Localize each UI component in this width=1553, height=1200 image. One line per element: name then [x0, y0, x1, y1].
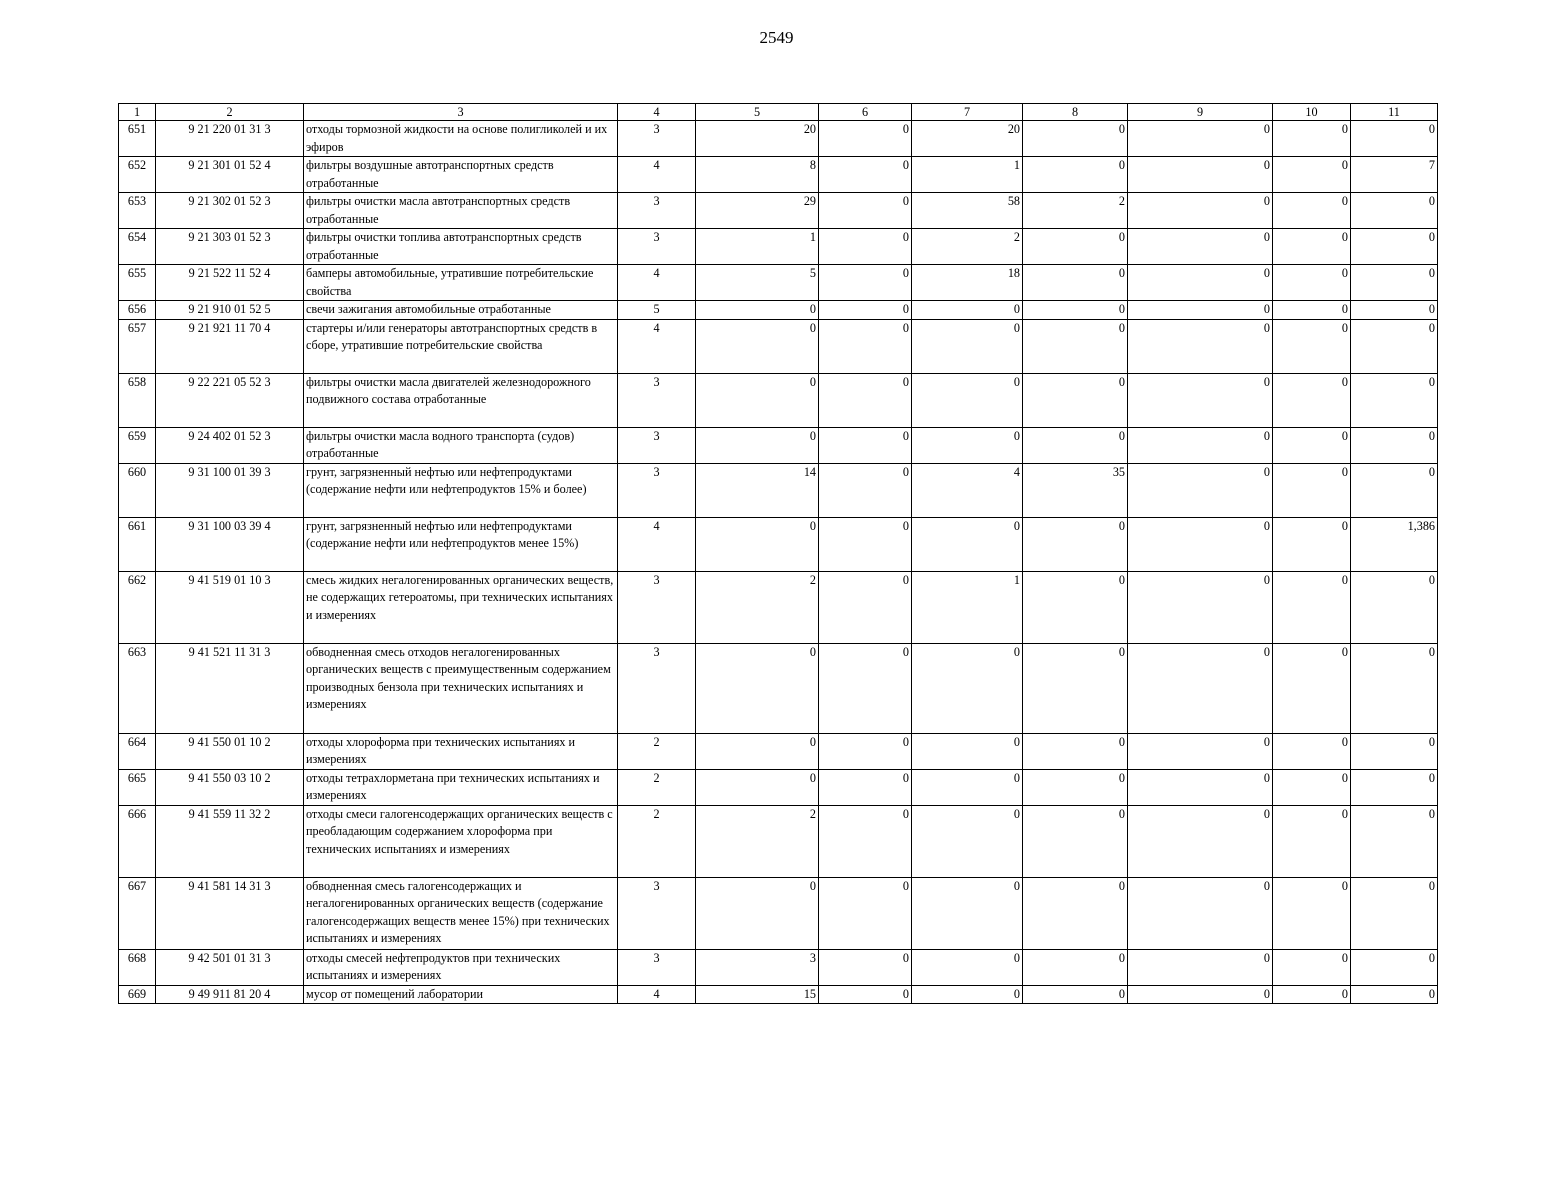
waste-name: фильтры очистки масла автотранспортных средств отработанные	[304, 193, 618, 229]
value-col-9: 0	[1128, 805, 1273, 877]
value-col-9: 0	[1128, 949, 1273, 985]
value-col-5: 2	[696, 571, 819, 643]
waste-code: 9 24 402 01 52 3	[156, 427, 304, 463]
value-col-5: 0	[696, 733, 819, 769]
table-row	[119, 427, 1438, 463]
column-header: 11	[1351, 104, 1438, 121]
value-col-11: 1,386	[1351, 517, 1438, 571]
waste-name: фильтры очистки масла двигателей железнодорожного подвижного состава отработанные	[304, 373, 618, 427]
table-row	[119, 517, 1438, 571]
table-row	[119, 877, 1438, 949]
value-col-9: 0	[1128, 463, 1273, 517]
table-row	[119, 805, 1438, 877]
value-col-8: 0	[1023, 265, 1128, 301]
row-number: 652	[119, 157, 156, 193]
value-col-8: 0	[1023, 805, 1128, 877]
value-col-6: 0	[819, 643, 912, 733]
value-col-8: 0	[1023, 157, 1128, 193]
row-number: 657	[119, 319, 156, 373]
value-col-8: 0	[1023, 877, 1128, 949]
value-col-9: 0	[1128, 229, 1273, 265]
value-col-8: 0	[1023, 517, 1128, 571]
table-row	[119, 571, 1438, 643]
value-col-10: 0	[1273, 373, 1351, 427]
waste-name: отходы хлороформа при технических испытаниях и измерениях	[304, 733, 618, 769]
value-col-10: 0	[1273, 121, 1351, 157]
value-col-11: 0	[1351, 265, 1438, 301]
value-col-5: 0	[696, 373, 819, 427]
value-col-7: 20	[912, 121, 1023, 157]
hazard-class: 2	[618, 769, 696, 805]
waste-code: 9 49 911 81 20 4	[156, 985, 304, 1004]
table-body	[119, 121, 1438, 1004]
value-col-6: 0	[819, 157, 912, 193]
value-col-10: 0	[1273, 157, 1351, 193]
hazard-class: 4	[618, 517, 696, 571]
value-col-9: 0	[1128, 301, 1273, 320]
table-row	[119, 121, 1438, 157]
value-col-6: 0	[819, 985, 912, 1004]
column-header: 4	[618, 104, 696, 121]
value-col-5: 15	[696, 985, 819, 1004]
waste-code: 9 41 550 03 10 2	[156, 769, 304, 805]
table-row	[119, 157, 1438, 193]
value-col-10: 0	[1273, 571, 1351, 643]
value-col-8: 0	[1023, 373, 1128, 427]
value-col-10: 0	[1273, 985, 1351, 1004]
table-row	[119, 319, 1438, 373]
hazard-class: 3	[618, 949, 696, 985]
hazard-class: 3	[618, 193, 696, 229]
table-row	[119, 265, 1438, 301]
hazard-class: 3	[618, 427, 696, 463]
waste-code: 9 42 501 01 31 3	[156, 949, 304, 985]
value-col-10: 0	[1273, 301, 1351, 320]
row-number: 658	[119, 373, 156, 427]
value-col-5: 0	[696, 769, 819, 805]
value-col-7: 1	[912, 157, 1023, 193]
hazard-class: 5	[618, 301, 696, 320]
waste-name: фильтры очистки топлива автотранспортных средств отработанные	[304, 229, 618, 265]
hazard-class: 3	[618, 643, 696, 733]
row-number: 660	[119, 463, 156, 517]
value-col-8: 0	[1023, 301, 1128, 320]
value-col-10: 0	[1273, 265, 1351, 301]
row-number: 666	[119, 805, 156, 877]
value-col-9: 0	[1128, 427, 1273, 463]
page-number: 2549	[759, 28, 794, 47]
waste-code: 9 41 581 14 31 3	[156, 877, 304, 949]
waste-name: грунт, загрязненный нефтью или нефтепродуктами (содержание нефти или нефтепродуктов 15% и более)	[304, 463, 618, 517]
waste-name: мусор от помещений лаборатории	[304, 985, 618, 1004]
column-header: 3	[304, 104, 618, 121]
value-col-6: 0	[819, 517, 912, 571]
value-col-8: 35	[1023, 463, 1128, 517]
column-header: 5	[696, 104, 819, 121]
value-col-8: 0	[1023, 769, 1128, 805]
column-header: 6	[819, 104, 912, 121]
value-col-6: 0	[819, 121, 912, 157]
value-col-7: 0	[912, 373, 1023, 427]
hazard-class: 3	[618, 877, 696, 949]
table-row	[119, 769, 1438, 805]
waste-code: 9 21 522 11 52 4	[156, 265, 304, 301]
value-col-9: 0	[1128, 121, 1273, 157]
value-col-5: 0	[696, 643, 819, 733]
value-col-5: 3	[696, 949, 819, 985]
value-col-8: 0	[1023, 949, 1128, 985]
column-header: 10	[1273, 104, 1351, 121]
value-col-6: 0	[819, 193, 912, 229]
value-col-5: 2	[696, 805, 819, 877]
value-col-9: 0	[1128, 643, 1273, 733]
value-col-5: 0	[696, 319, 819, 373]
column-header: 9	[1128, 104, 1273, 121]
header-row	[119, 104, 1438, 121]
table-row	[119, 229, 1438, 265]
value-col-11: 0	[1351, 319, 1438, 373]
waste-code: 9 41 521 11 31 3	[156, 643, 304, 733]
waste-name: фильтры воздушные автотранспортных средств отработанные	[304, 157, 618, 193]
value-col-5: 0	[696, 877, 819, 949]
value-col-9: 0	[1128, 373, 1273, 427]
value-col-7: 0	[912, 319, 1023, 373]
waste-name: стартеры и/или генераторы автотранспортных средств в сборе, утратившие потребительские свойства	[304, 319, 618, 373]
value-col-9: 0	[1128, 265, 1273, 301]
value-col-8: 0	[1023, 733, 1128, 769]
value-col-11: 0	[1351, 373, 1438, 427]
waste-code: 9 41 519 01 10 3	[156, 571, 304, 643]
value-col-6: 0	[819, 229, 912, 265]
column-header: 8	[1023, 104, 1128, 121]
value-col-11: 0	[1351, 733, 1438, 769]
value-col-11: 0	[1351, 985, 1438, 1004]
value-col-8: 0	[1023, 985, 1128, 1004]
value-col-6: 0	[819, 805, 912, 877]
value-col-6: 0	[819, 427, 912, 463]
waste-code: 9 31 100 01 39 3	[156, 463, 304, 517]
value-col-6: 0	[819, 769, 912, 805]
value-col-6: 0	[819, 571, 912, 643]
column-header: 1	[119, 104, 156, 121]
value-col-6: 0	[819, 301, 912, 320]
value-col-5: 0	[696, 517, 819, 571]
value-col-5: 8	[696, 157, 819, 193]
value-col-11: 0	[1351, 193, 1438, 229]
row-number: 663	[119, 643, 156, 733]
value-col-7: 18	[912, 265, 1023, 301]
waste-code: 9 41 550 01 10 2	[156, 733, 304, 769]
value-col-11: 0	[1351, 769, 1438, 805]
value-col-5: 29	[696, 193, 819, 229]
waste-name: обводненная смесь галогенсодержащих и негалогенированных органических веществ (содержание галогенсодержащих веществ менее 15%) при технических испытаниях и измерениях	[304, 877, 618, 949]
value-col-11: 0	[1351, 877, 1438, 949]
value-col-5: 0	[696, 301, 819, 320]
waste-code: 9 21 302 01 52 3	[156, 193, 304, 229]
table-row	[119, 733, 1438, 769]
value-col-10: 0	[1273, 319, 1351, 373]
hazard-class: 4	[618, 985, 696, 1004]
value-col-6: 0	[819, 265, 912, 301]
value-col-7: 0	[912, 427, 1023, 463]
table-row	[119, 643, 1438, 733]
row-number: 651	[119, 121, 156, 157]
value-col-8: 0	[1023, 427, 1128, 463]
waste-code: 9 21 910 01 52 5	[156, 301, 304, 320]
column-header: 7	[912, 104, 1023, 121]
value-col-9: 0	[1128, 985, 1273, 1004]
value-col-5: 5	[696, 265, 819, 301]
waste-code: 9 22 221 05 52 3	[156, 373, 304, 427]
value-col-7: 0	[912, 877, 1023, 949]
value-col-7: 0	[912, 733, 1023, 769]
table-row	[119, 301, 1438, 320]
row-number: 661	[119, 517, 156, 571]
waste-code: 9 31 100 03 39 4	[156, 517, 304, 571]
row-number: 668	[119, 949, 156, 985]
value-col-6: 0	[819, 877, 912, 949]
value-col-11: 0	[1351, 301, 1438, 320]
value-col-6: 0	[819, 463, 912, 517]
value-col-7: 2	[912, 229, 1023, 265]
value-col-10: 0	[1273, 427, 1351, 463]
waste-name: отходы смеси галогенсодержащих органических веществ с преобладающим содержанием хлороформа при технических испытаниях и измерениях	[304, 805, 618, 877]
table-row	[119, 373, 1438, 427]
value-col-10: 0	[1273, 193, 1351, 229]
value-col-5: 14	[696, 463, 819, 517]
value-col-6: 0	[819, 949, 912, 985]
row-number: 655	[119, 265, 156, 301]
value-col-9: 0	[1128, 157, 1273, 193]
value-col-11: 0	[1351, 949, 1438, 985]
value-col-6: 0	[819, 319, 912, 373]
row-number: 669	[119, 985, 156, 1004]
hazard-class: 3	[618, 373, 696, 427]
value-col-7: 0	[912, 985, 1023, 1004]
waste-name: обводненная смесь отходов негалогенированных органических веществ с преимущественным содержанием производных бензола при технических испытаниях и измерениях	[304, 643, 618, 733]
value-col-9: 0	[1128, 319, 1273, 373]
waste-code: 9 21 303 01 52 3	[156, 229, 304, 265]
value-col-11: 0	[1351, 427, 1438, 463]
value-col-7: 0	[912, 769, 1023, 805]
column-header: 2	[156, 104, 304, 121]
value-col-10: 0	[1273, 517, 1351, 571]
value-col-8: 0	[1023, 121, 1128, 157]
value-col-8: 2	[1023, 193, 1128, 229]
value-col-6: 0	[819, 373, 912, 427]
value-col-7: 4	[912, 463, 1023, 517]
row-number: 662	[119, 571, 156, 643]
value-col-7: 58	[912, 193, 1023, 229]
row-number: 654	[119, 229, 156, 265]
value-col-5: 1	[696, 229, 819, 265]
row-number: 664	[119, 733, 156, 769]
value-col-11: 0	[1351, 121, 1438, 157]
waste-name: грунт, загрязненный нефтью или нефтепродуктами (содержание нефти или нефтепродуктов менее 15%)	[304, 517, 618, 571]
value-col-8: 0	[1023, 319, 1128, 373]
hazard-class: 4	[618, 319, 696, 373]
value-col-7: 1	[912, 571, 1023, 643]
waste-code: 9 21 301 01 52 4	[156, 157, 304, 193]
row-number: 667	[119, 877, 156, 949]
hazard-class: 3	[618, 229, 696, 265]
waste-name: отходы смесей нефтепродуктов при технических испытаниях и измерениях	[304, 949, 618, 985]
table-row	[119, 985, 1438, 1004]
value-col-9: 0	[1128, 769, 1273, 805]
waste-code: 9 41 559 11 32 2	[156, 805, 304, 877]
value-col-9: 0	[1128, 571, 1273, 643]
waste-name: свечи зажигания автомобильные отработанные	[304, 301, 618, 320]
value-col-6: 0	[819, 733, 912, 769]
value-col-11: 0	[1351, 463, 1438, 517]
hazard-class: 2	[618, 805, 696, 877]
waste-table	[118, 103, 1438, 1004]
value-col-10: 0	[1273, 949, 1351, 985]
value-col-7: 0	[912, 517, 1023, 571]
waste-code: 9 21 921 11 70 4	[156, 319, 304, 373]
value-col-11: 7	[1351, 157, 1438, 193]
value-col-11: 0	[1351, 571, 1438, 643]
hazard-class: 3	[618, 463, 696, 517]
value-col-10: 0	[1273, 769, 1351, 805]
value-col-10: 0	[1273, 733, 1351, 769]
table-row	[119, 949, 1438, 985]
value-col-5: 0	[696, 427, 819, 463]
hazard-class: 4	[618, 157, 696, 193]
value-col-11: 0	[1351, 643, 1438, 733]
row-number: 659	[119, 427, 156, 463]
value-col-8: 0	[1023, 229, 1128, 265]
value-col-9: 0	[1128, 517, 1273, 571]
hazard-class: 3	[618, 121, 696, 157]
value-col-10: 0	[1273, 877, 1351, 949]
hazard-class: 4	[618, 265, 696, 301]
waste-name: отходы тетрахлорметана при технических испытаниях и измерениях	[304, 769, 618, 805]
waste-name: фильтры очистки масла водного транспорта (судов) отработанные	[304, 427, 618, 463]
value-col-9: 0	[1128, 193, 1273, 229]
row-number: 656	[119, 301, 156, 320]
value-col-7: 0	[912, 949, 1023, 985]
value-col-5: 20	[696, 121, 819, 157]
waste-name: смесь жидких негалогенированных органических веществ, не содержащих гетероатомы, при технических испытаниях и измерениях	[304, 571, 618, 643]
value-col-10: 0	[1273, 463, 1351, 517]
waste-name: отходы тормозной жидкости на основе полигликолей и их эфиров	[304, 121, 618, 157]
table-row	[119, 463, 1438, 517]
value-col-10: 0	[1273, 643, 1351, 733]
value-col-8: 0	[1023, 571, 1128, 643]
waste-name: бамперы автомобильные, утратившие потребительские свойства	[304, 265, 618, 301]
value-col-8: 0	[1023, 643, 1128, 733]
value-col-9: 0	[1128, 733, 1273, 769]
value-col-9: 0	[1128, 877, 1273, 949]
value-col-7: 0	[912, 301, 1023, 320]
hazard-class: 2	[618, 733, 696, 769]
row-number: 653	[119, 193, 156, 229]
table-row	[119, 193, 1438, 229]
waste-code: 9 21 220 01 31 3	[156, 121, 304, 157]
value-col-11: 0	[1351, 805, 1438, 877]
row-number: 665	[119, 769, 156, 805]
value-col-7: 0	[912, 643, 1023, 733]
hazard-class: 3	[618, 571, 696, 643]
value-col-11: 0	[1351, 229, 1438, 265]
value-col-7: 0	[912, 805, 1023, 877]
value-col-10: 0	[1273, 229, 1351, 265]
value-col-10: 0	[1273, 805, 1351, 877]
